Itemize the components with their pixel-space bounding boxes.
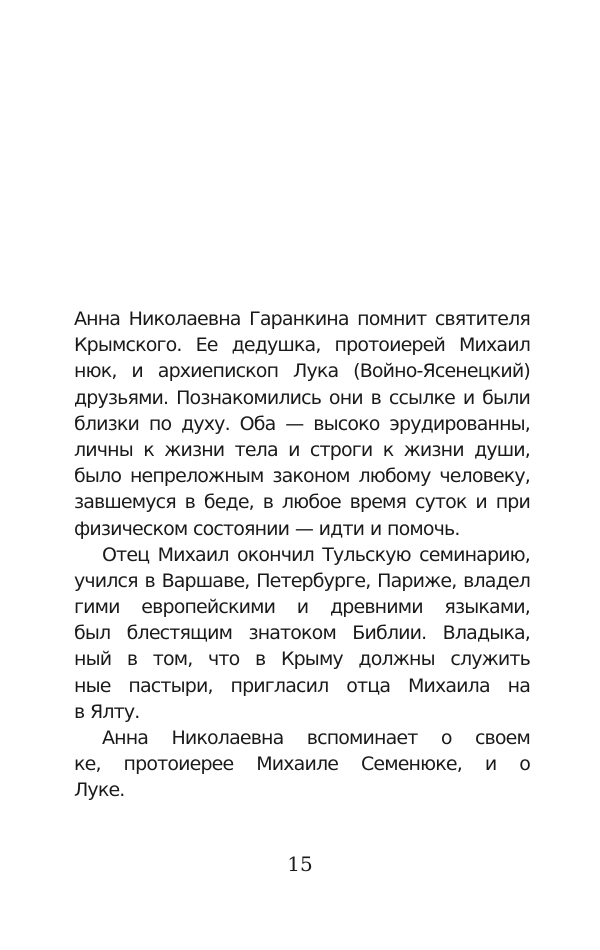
text-line: ные пастыри, пригласил отца Михаила на	[74, 674, 530, 697]
text-line: Отец Михаил окончил Тульскую семинарию,	[102, 543, 530, 566]
text-line: ке, протоиерее Михаиле Семенюке, и о	[74, 753, 530, 776]
text-line: был блестящим знатоком Библии. Владыка,	[74, 622, 530, 645]
body-text	[74, 306, 530, 804]
paragraph-1	[74, 306, 530, 542]
text-line: ный в том, что в Крыму должны служить	[74, 648, 530, 671]
text-line: близки по духу. Оба — высоко эрудированны,	[74, 412, 530, 435]
text-line: нюк, и архиепископ Лука (Войно-Ясенецкий)	[74, 360, 530, 383]
text-line: было непреложным законом любому человеку,	[74, 465, 530, 488]
text-line: Анна Николаевна Гаранкина помнит святителя	[74, 308, 530, 330]
page-number: 15	[287, 852, 313, 876]
text-line: гими европейскими и древними языками,	[74, 596, 530, 619]
text-line: личны к жизни тела и строги к жизни души,	[74, 438, 530, 461]
paragraph-3	[74, 725, 530, 804]
text-line: учился в Варшаве, Петербурге, Париже, владел	[74, 569, 530, 592]
text-line: завшемуся в беде, в любое время суток и при	[74, 491, 530, 514]
text-line: Луке.	[74, 779, 125, 802]
paragraph-2	[74, 542, 530, 725]
text-line: в Ялту.	[74, 700, 140, 723]
text-line: Крымского. Ее дедушка, протоиерей Михаил	[74, 334, 530, 357]
text-line: физическом состоянии — идти и помочь.	[74, 517, 460, 540]
text-line: Анна Николаевна вспоминает о своем	[102, 727, 530, 749]
text-line: друзьями. Познакомились они в ссылке и были	[74, 386, 530, 409]
